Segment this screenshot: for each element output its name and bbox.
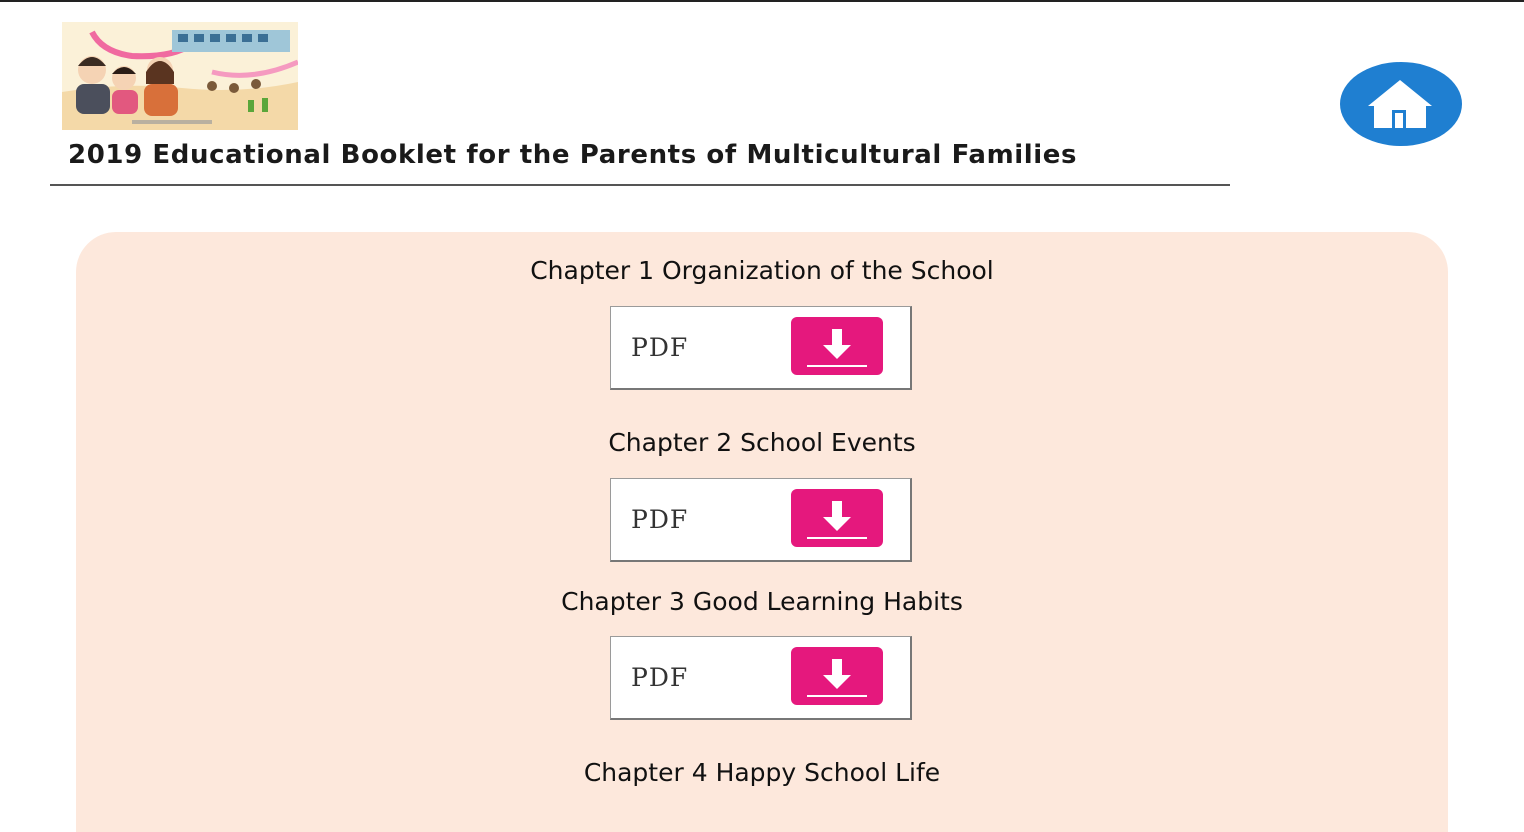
chapter-title: Chapter 2 School Events <box>608 428 916 457</box>
title-divider <box>50 184 1230 186</box>
download-arrow-icon <box>791 489 883 547</box>
download-button[interactable] <box>791 489 883 547</box>
download-button[interactable] <box>791 317 883 375</box>
booklet-title: 2019 Educational Booklet for the Parents of Multicultural Families <box>68 140 1078 170</box>
download-button[interactable] <box>791 647 883 705</box>
download-arrow-icon <box>791 317 883 375</box>
top-border <box>0 0 1524 2</box>
family-illustration <box>62 22 298 130</box>
chapter-title: Chapter 1 Organization of the School <box>530 256 994 285</box>
home-icon <box>1340 62 1462 146</box>
pdf-label: PDF <box>631 505 689 534</box>
pdf-download-box <box>610 478 912 562</box>
chapter-title: Chapter 3 Good Learning Habits <box>561 587 963 616</box>
pdf-download-box <box>610 306 912 390</box>
pdf-label: PDF <box>631 333 689 362</box>
download-arrow-icon <box>791 647 883 705</box>
chapter-title: Chapter 4 Happy School Life <box>583 758 941 787</box>
home-button[interactable] <box>1340 62 1462 146</box>
pdf-label: PDF <box>631 663 689 692</box>
pdf-download-box <box>610 636 912 720</box>
